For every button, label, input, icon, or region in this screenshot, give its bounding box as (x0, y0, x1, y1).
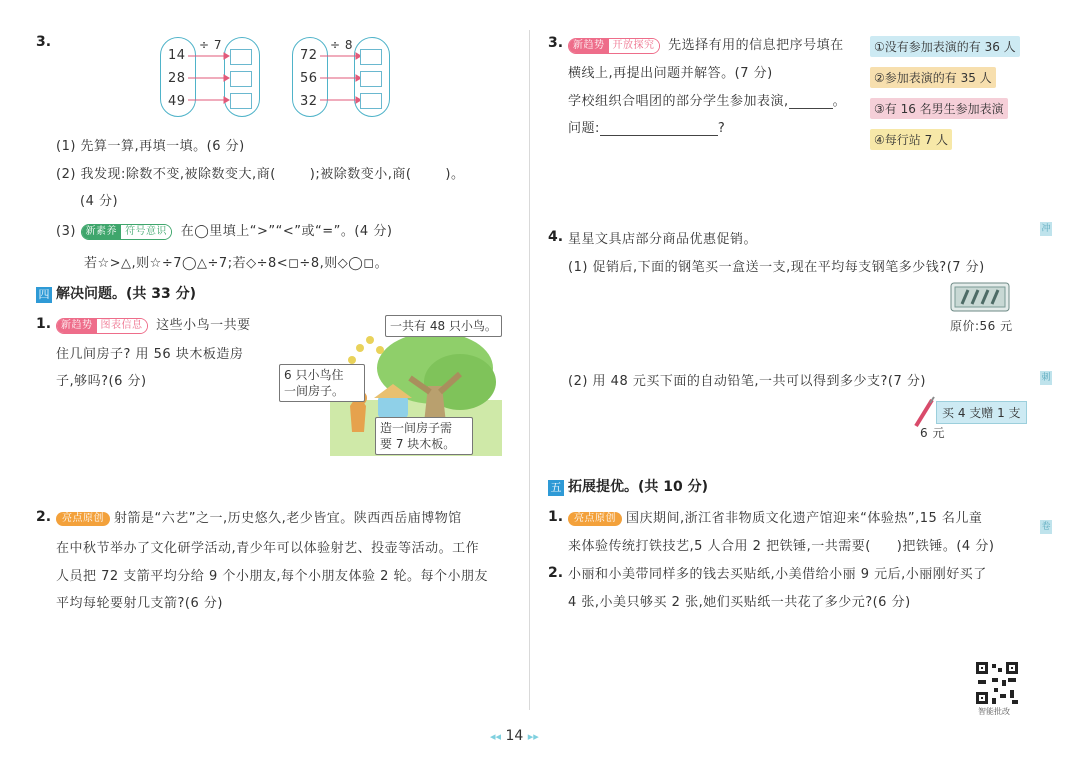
answer-box[interactable] (360, 71, 382, 87)
question-line: 人员把 72 支箭平均分给 9 个小朋友,每个小朋友体验 2 轮。每个小朋友 (56, 569, 489, 584)
question-number: 1. (36, 316, 52, 332)
section-title: 拓展提优。(共 10 分) (568, 479, 709, 495)
question-text: ? (717, 121, 726, 136)
question-line (568, 90, 846, 109)
callout-text: 6 只小鸟住 (284, 368, 344, 382)
question-line (56, 314, 251, 334)
side-tab: 卷 (1041, 522, 1051, 532)
question-number: 1. (548, 509, 564, 525)
subquestion-prefix: (3) (56, 224, 76, 239)
question-text: 射箭是“六艺”之一,历史悠久,老少皆宜。陕西西岳庙博物馆 (114, 511, 462, 526)
question-line: (1) 促销后,下面的钢笔买一盒送一支,现在平均每支钢笔多少钱?(7 分) (568, 260, 985, 275)
side-tab: 冲 (1041, 224, 1051, 234)
answer-line[interactable] (600, 135, 718, 136)
question-text: 。 (832, 94, 847, 109)
question-text: 国庆期间,浙江省非物质文化遗产馆迎来“体验热”,15 名儿童 (626, 511, 983, 526)
answer-box[interactable] (230, 93, 252, 109)
divide-by-7-label: ÷ 7 (199, 38, 223, 52)
prev-arrow-icon: ◂◂ (490, 730, 502, 743)
question-line (568, 535, 994, 554)
dividend-value: 49 (168, 94, 186, 109)
question-line: 小丽和小美带同样多的钱去买贴纸,小美借给小丽 9 元后,小丽刚好买了 (568, 567, 987, 582)
callout-birds-per-house (279, 364, 365, 402)
subquestion-2-score: (4 分) (80, 194, 119, 209)
mapping-arrows (318, 50, 362, 106)
answer-box[interactable] (360, 93, 382, 109)
subquestion-text: )。 (445, 167, 465, 182)
callout-text: 一间房子。 (284, 384, 345, 398)
dividend-value: 32 (300, 94, 318, 109)
question-number: 3. (36, 34, 52, 50)
new-literacy-badge: 新素养 符号意识 (81, 224, 173, 240)
subquestion-2 (56, 163, 465, 182)
info-card-4: ④每行站 7 人 (870, 129, 952, 150)
answer-box[interactable] (230, 71, 252, 87)
new-trend-badge: 新趋势 图表信息 (56, 318, 148, 334)
info-card-2: ②参加表演的有 35 人 (870, 67, 996, 88)
callout-text: 要 7 块木板。 (380, 437, 456, 451)
subquestion-3 (56, 220, 392, 240)
question-line: 星星文具店部分商品优惠促销。 (568, 232, 758, 247)
question-line: 4 张,小美只够买 2 张,她们买贴纸一共花了多少元?(6 分) (568, 595, 911, 610)
dividend-value: 56 (300, 71, 318, 86)
subquestion-text: (2) 我发现:除数不变,被除数变大,商( (56, 167, 276, 182)
callout-boards-per-house (375, 417, 473, 455)
new-trend-badge: 新趋势 开放探究 (568, 38, 660, 54)
dividend-value: 28 (168, 71, 186, 86)
dividend-value: 72 (300, 48, 318, 63)
page-footer (490, 728, 539, 744)
question-text: 先选择有用的信息把序号填在 (668, 38, 844, 53)
next-arrow-icon: ▸▸ (527, 730, 539, 743)
subquestion-text: );被除数变小,商( (309, 167, 412, 182)
question-line: 横线上,再提出问题并解答。(7 分) (568, 66, 773, 81)
info-card-3: ③有 16 名男生参加表演 (870, 98, 1008, 119)
question-number: 2. (36, 509, 52, 525)
section-number-icon: 四 (36, 287, 52, 303)
question-line: 子,够吗?(6 分) (56, 374, 147, 389)
page-number: 14 (505, 728, 524, 744)
answer-line[interactable] (789, 108, 833, 109)
question-line: 住几间房子? 用 56 块木板造房 (56, 347, 244, 362)
question-line (56, 507, 462, 526)
original-highlight-badge: 亮点原创 (568, 512, 622, 526)
question-line: (2) 用 48 元买下面的自动铅笔,一共可以得到多少支?(7 分) (568, 374, 926, 389)
answer-box[interactable] (230, 49, 252, 65)
question-text: 这些小鸟一共要 (156, 318, 251, 333)
question-line (568, 34, 844, 54)
question-text: 来体验传统打铁技艺,5 人合用 2 把铁锤,一共需要( (568, 539, 871, 554)
question-line: 在中秋节举办了文化研学活动,青少年可以体验射艺、投壶等活动。工作 (56, 541, 480, 556)
question-line (568, 117, 725, 136)
question-number: 2. (548, 565, 564, 581)
pen-box-icon (950, 282, 1010, 312)
divide-by-8-label: ÷ 8 (330, 38, 354, 52)
side-tab: 刺 (1041, 373, 1051, 383)
qr-code[interactable] (974, 660, 1020, 706)
section-4-header (36, 283, 196, 303)
question-text: 学校组织合唱团的部分学生参加表演, (568, 94, 789, 109)
mapping-arrows (186, 50, 230, 106)
callout-bird-count: 一共有 48 只小鸟。 (385, 315, 502, 337)
subquestion-1: (1) 先算一算,再填一填。(6 分) (56, 139, 245, 154)
question-text: )把铁锤。(4 分) (896, 539, 995, 554)
promotion-tag: 买 4 支赠 1 支 (936, 401, 1027, 424)
question-number: 3. (548, 35, 564, 51)
pencil-price: 6 元 (920, 426, 945, 440)
question-line (568, 507, 982, 526)
qr-caption: 智能批改 (978, 707, 1010, 716)
section-5-header (548, 476, 708, 496)
section-title: 解决问题。(共 33 分) (56, 286, 197, 302)
answer-box[interactable] (360, 49, 382, 65)
center-divider (529, 30, 530, 710)
question-line: 平均每轮要射几支箭?(6 分) (56, 596, 223, 611)
original-highlight-badge: 亮点原创 (56, 512, 110, 526)
info-card-1: ①没有参加表演的有 36 人 (870, 36, 1020, 57)
section-number-icon: 五 (548, 480, 564, 496)
comparison-expression: 若☆>△,则☆÷7◯△÷7;若◇÷8<◻÷8,则◇◯◻。 (84, 256, 389, 271)
question-text: 问题: (568, 121, 600, 136)
question-number: 4. (548, 229, 564, 245)
callout-text: 造一间房子需 (380, 421, 453, 435)
subquestion-text: 在◯里填上“>”“<”或“=”。(4 分) (180, 224, 393, 239)
dividend-value: 14 (168, 48, 186, 63)
original-price: 原价:56 元 (950, 319, 1013, 333)
